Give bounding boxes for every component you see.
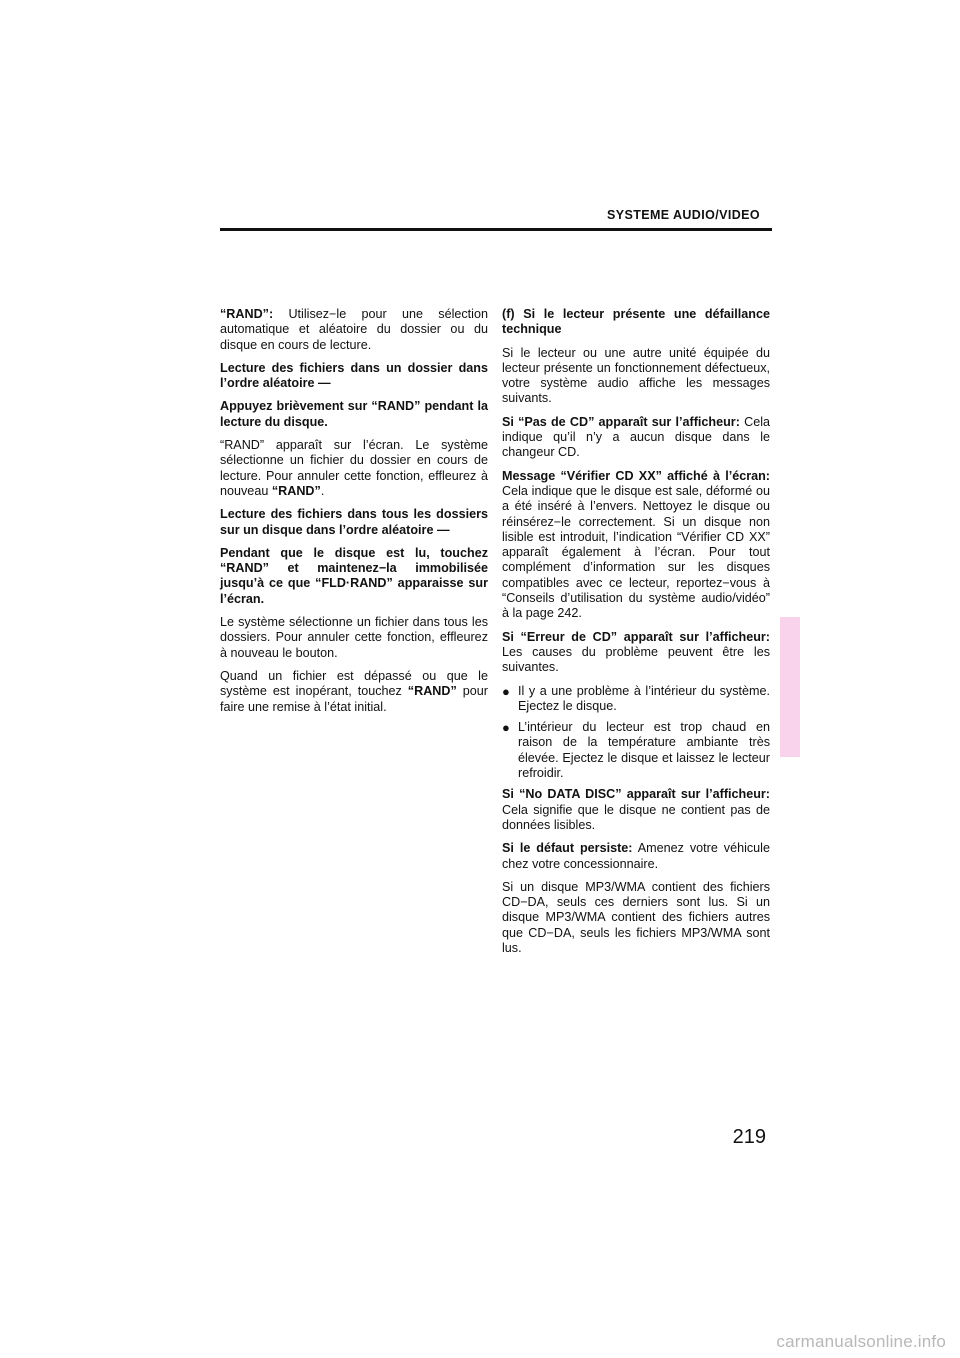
message-lead: Si “Erreur de CD” apparaît sur l’afficheur: (502, 629, 770, 644)
message-text: Cela indique que le disque est sale, déformé ou a été inséré à l’envers. Nettoyez le disque ou réinsérez−le correctement. Si un disque non lisible est introduit, l’indication “Vérifier CD XX” apparaît également à l’écran. Pour tout complément d’information sur les disques compatibles avec ce lecteur, reportez−vous à “Conseils d’utilisation du système audio/vidéo” à la page 242. (502, 483, 770, 621)
malfunction-intro: Si le lecteur ou une autre unité équipée du lecteur présente un fonctionnement défectueux, votre système audio affiche les messages suivants. (502, 345, 770, 406)
text-run: Quand un fichier est dépassé ou que le système est inopérant, touchez (220, 668, 488, 699)
list-item (502, 720, 770, 781)
text-run: pour faire une remise à l’état initial. (220, 684, 488, 714)
header-rule (220, 228, 772, 231)
rand-keyword: “RAND” (271, 483, 321, 498)
text-run: “RAND” apparaît sur l’écran. Le système sélectionne un fichier du dossier en cours de lecture. Pour annuler cette fonction, effleurez à nouveau (220, 438, 488, 498)
section-side-tab (780, 617, 800, 757)
right-column (502, 307, 770, 964)
check-cd-message (502, 469, 770, 622)
message-text: Cela signifie que le disque ne contient pas de données lisibles. (502, 802, 770, 832)
left-column (220, 307, 488, 723)
all-folders-random-heading: Lecture des fichiers dans tous les dossiers sur un disque dans l’ordre aléatoire — (220, 507, 488, 537)
bullet-icon: ● (502, 683, 510, 699)
no-data-disc-message (502, 787, 770, 833)
message-lead: Message “Vérifier CD XX” affiché à l’écran: (502, 468, 770, 483)
page-header-title: SYSTEME AUDIO/VIDEO (607, 208, 760, 222)
no-cd-message (502, 415, 770, 461)
rand-description (220, 307, 488, 353)
watermark: carmanualsonline.info (776, 1332, 946, 1351)
list-item-text: Il y a une problème à l’intérieur du système. Ejectez le disque. (518, 683, 770, 713)
folder-random-explanation (220, 438, 488, 499)
list-item (502, 684, 770, 715)
rand-text: Utilisez−le pour une sélection automatique et aléatoire du dossier ou du disque en cours de lecture. (220, 307, 488, 352)
persistent-fault-message (502, 841, 770, 872)
all-folders-random-instruction: Pendant que le disque est lu, touchez “RAND” et maintenez−la immobilisée jusqu’à ce que “FLD·RAND” apparaisse sur l’écran. (220, 545, 488, 606)
folder-random-instruction: Appuyez brièvement sur “RAND” pendant la lecture du disque. (220, 399, 488, 429)
message-lead: Si “Pas de CD” apparaît sur l’afficheur: (502, 414, 740, 429)
reset-instruction (220, 669, 488, 715)
page-number: 219 (732, 1126, 766, 1148)
rand-keyword: “RAND” (407, 684, 457, 699)
list-item-text: L’intérieur du lecteur est trop chaud en raison de la température ambiante très élevée. Ejectez le disque et laissez le lecteur refroidir. (518, 720, 770, 781)
cd-error-message (502, 630, 770, 676)
message-text: Amenez votre véhicule chez votre concessionnaire. (502, 841, 770, 871)
malfunction-heading: (f) Si le lecteur présente une défaillance technique (502, 307, 770, 337)
folder-random-heading: Lecture des fichiers dans un dossier dans l’ordre aléatoire — (220, 360, 488, 391)
message-lead: Si le défaut persiste: (502, 841, 633, 856)
message-lead: Si “No DATA DISC” apparaît sur l’afficheur: (502, 787, 770, 802)
rand-lead: “RAND”: (220, 307, 274, 321)
text-run: . (320, 483, 325, 498)
message-text: Cela indique qu’il n’y a aucun disque dans le changeur CD. (502, 414, 770, 460)
message-text: Les causes du problème peuvent être les suivantes. (502, 644, 770, 675)
bullet-icon: ● (502, 720, 510, 736)
all-folders-random-explanation: Le système sélectionne un fichier dans tous les dossiers. Pour annuler cette fonction, effleurez à nouveau le bouton. (220, 615, 488, 660)
mp3-wma-note: Si un disque MP3/WMA contient des fichiers CD−DA, seuls ces derniers sont lus. Si un disque MP3/WMA contient des fichiers autres que CD−DA, seuls les fichiers MP3/WMA sont lus. (502, 879, 770, 955)
